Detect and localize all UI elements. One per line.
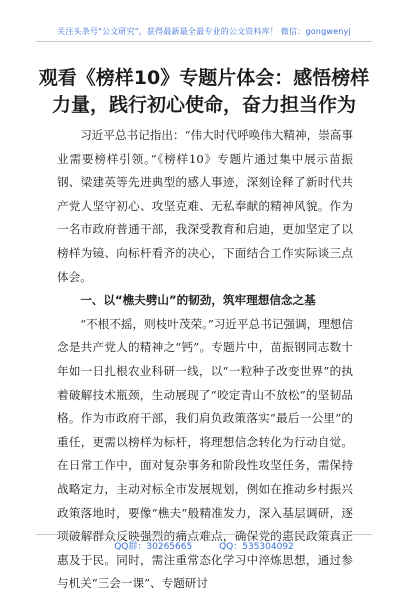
header-divider: [36, 41, 372, 42]
footer-divider: [36, 534, 372, 535]
section-paragraph: “不根不摇，则枝叶茂荣。”习近平总书记强调，理想信念是共产党人的精神之“钙”。专题片中，苗振钢同志数十年如一日扎根农业科研一线，以“一粒种子改变世界”的执着破解技术瓶颈，生动展现了“咬定青山不放松”的坚韧品格。作为市政府干部，我们肩负政策落实“最后一公里”的重任，更需以榜样为标杆，将理想信念转化为行动自觉。在日常工作中，面对复杂事务和阶段性攻坚任务，需保持战略定力，主动对标全市发展规划，例如在推动乡村振兴政策落地时，要像“樵夫”般精准发力，深入基层调研，逐项破解群众反映强烈的痛点难点，确保党的惠民政策真正惠及于民。同时，需注重常态化学习中淬炼思想，通过参与机关“三会一课”、专题研讨: [57, 316, 353, 591]
document-body: [57, 124, 353, 596]
title-line-1: 观看《榜样10》专题片体会：感悟榜样: [38, 67, 370, 89]
footer: [0, 539, 408, 552]
document-title: [30, 65, 378, 119]
intro-paragraph: 习近平总书记指出：“伟大时代呼唤伟大精神，崇高事业需要榜样引领。”《榜样10》专题片通过集中展示苗振钢、梁建英等先进典型的感人事迹，深刻诠释了新时代共产党人坚守初心、攻坚克难、无私奉献的精神风貌。作为一名市政府普通干部，我深受教育和启迪，更加坚定了以榜样为镜、向标杆看齐的决心，下面结合工作实际谈三点体会。: [57, 128, 353, 284]
footer-qq-group: QQ群：30265665: [114, 542, 193, 552]
header-note: 关注头条号"公文研究"，获得最新最全最专业的公文资料库！ 微信：gongwenyj: [57, 27, 351, 36]
title-line-2: 力量，践行初心使命，奋力担当作为: [51, 94, 356, 116]
footer-qq: QQ：535304092: [219, 542, 294, 552]
section-heading: 一、以“樵夫劈山”的韧劲，筑牢理想信念之基: [80, 293, 316, 308]
